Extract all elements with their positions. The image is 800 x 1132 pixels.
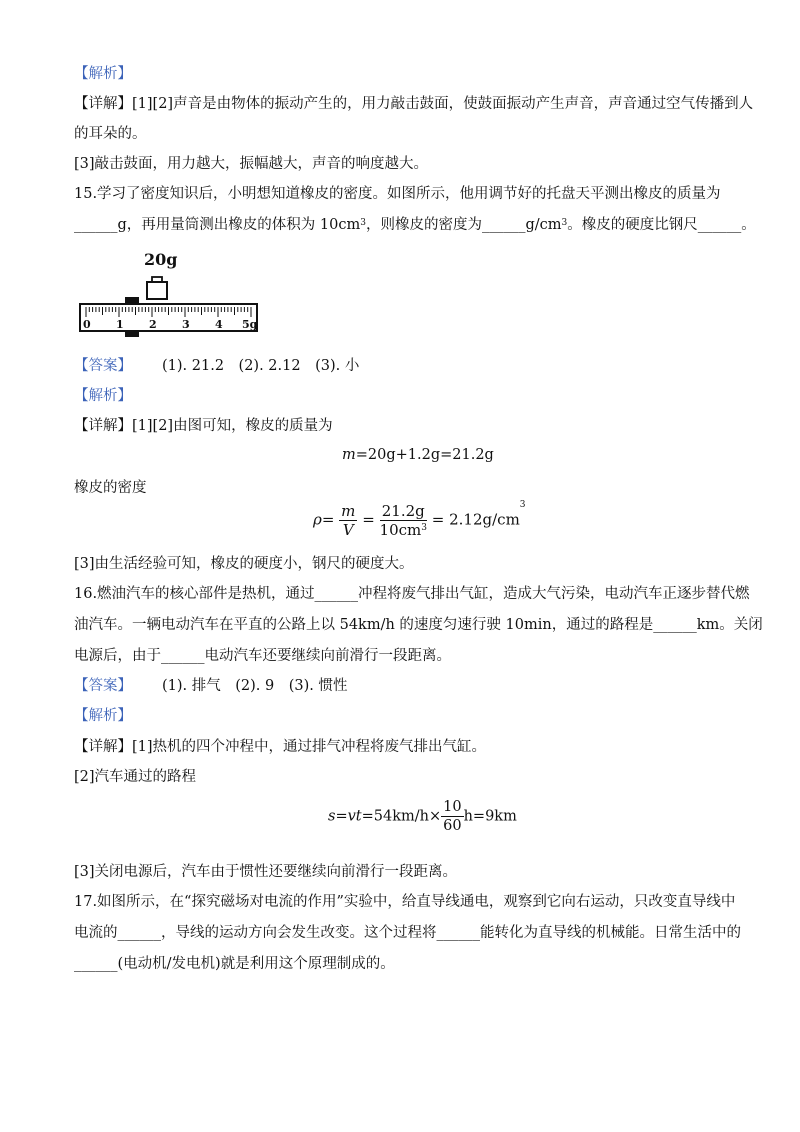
jiexi-tag-14: 【解析】 <box>74 66 132 82</box>
q15-stem-line2: ______g，再用量筒测出橡皮的体积为 $10cm^3$，则橡皮的密度为$\_\_\_\_\_\_g/cm^3$。橡皮的硬度比钢尺______。 <box>74 217 756 233</box>
detail-tag: 【详解】 <box>74 96 132 112</box>
q16-detail-2: [2]汽车通过的路程 <box>74 769 197 785</box>
fraction-m-v: $\frac{m}{V}$ <box>341 502 356 539</box>
scale-label-5: 5g <box>242 318 258 331</box>
scale-label-2: 2 <box>149 318 157 331</box>
scale-label-1: 1 <box>116 318 124 331</box>
fraction-values: $\frac{21.2g}{10cm^3}$ <box>379 502 427 539</box>
q16-stem-line2: 油汽车。一辆电动汽车在平直的公路上以 54km/h 的速度匀速行驶 10min，通过的路程是______km。关闭 <box>74 617 763 633</box>
detail-14-line1 <box>74 94 753 114</box>
q17-stem-line3: ______(电动机/发电机)就是利用这个原理制成的。 <box>74 956 395 972</box>
answer-text: (1). 排气 (2). 9 (3). 惯性 <box>162 678 348 694</box>
q16-detail-3: [3]关闭电源后，汽车由于惯性还要继续向前滑行一段距离。 <box>74 864 458 880</box>
weight-icon <box>147 277 167 299</box>
jiexi-tag-15: 【解析】 <box>74 388 132 404</box>
detail-14-line2: 的耳朵的。 <box>74 126 147 142</box>
detail-text: [1][2]声音是由物体的振动产生的，用力敲击鼓面，使鼓面振动产生声音，声音通过空气传播到人 <box>132 96 754 112</box>
q15-density-label: 橡皮的密度 <box>74 480 147 496</box>
balance-figure <box>76 247 266 342</box>
q15-density-formula: ρ= $\frac{m}{V}$ = $\frac{21.2g}{10cm^3}$ = $2.12g/cm^3$ <box>313 500 526 539</box>
weight-label: 20g <box>144 250 178 269</box>
q15-mass-formula: m=20g+1.2g=21.2g <box>342 447 494 463</box>
q15-detail-1: 【详解】[1][2]由图可知，橡皮的质量为 <box>74 418 333 434</box>
scale-label-3: 3 <box>182 318 190 331</box>
q16-detail-1: 【详解】[1]热机的四个冲程中，通过排气冲程将废气排出气缸。 <box>74 739 487 755</box>
answer-tag: 【答案】 <box>74 678 132 694</box>
detail-14-item3: [3]敲击鼓面，用力越大，振幅越大，声音的响度越大。 <box>74 156 429 172</box>
q16-stem-line3: 电源后，由于______电动汽车还要继续向前滑行一段距离。 <box>74 648 451 664</box>
fraction-10-60: $\frac{10}{60}$ <box>443 799 462 834</box>
q17-stem-line2: 电流的______，导线的运动方向会发生改变。这个过程将______能转化为直导线的机械能。日常生活中的 <box>74 925 741 941</box>
answer-tag: 【答案】 <box>74 358 132 374</box>
q16-stem-line1: 16.燃油汽车的核心部件是热机，通过______冲程将废气排出气缸，造成大气污染，电动汽车正逐步替代燃 <box>74 586 750 602</box>
q16-distance-formula: s=vt=54km/h× $\frac{10}{60}$ h=9km <box>328 799 517 834</box>
scale-label-4: 4 <box>215 318 223 331</box>
q16-answer <box>74 676 348 696</box>
answer-text: (1). 21.2 (2). 2.12 (3). 小 <box>162 358 360 374</box>
q15-answer <box>74 356 359 376</box>
scale-ruler <box>80 304 258 331</box>
q17-stem-line1: 17.如图所示，在“探究磁场对电流的作用”实验中，给直导线通电，观察到它向右运动，只改变直导线中 <box>74 894 736 910</box>
scale-label-0: 0 <box>83 318 91 331</box>
jiexi-tag-16: 【解析】 <box>74 708 132 724</box>
q15-detail-3: [3]由生活经验可知，橡皮的硬度小，钢尺的硬度大。 <box>74 556 414 572</box>
q15-stem-line1: 15.学习了密度知识后，小明想知道橡皮的密度。如图所示，他用调节好的托盘天平测出橡皮的质量为 <box>74 186 721 202</box>
